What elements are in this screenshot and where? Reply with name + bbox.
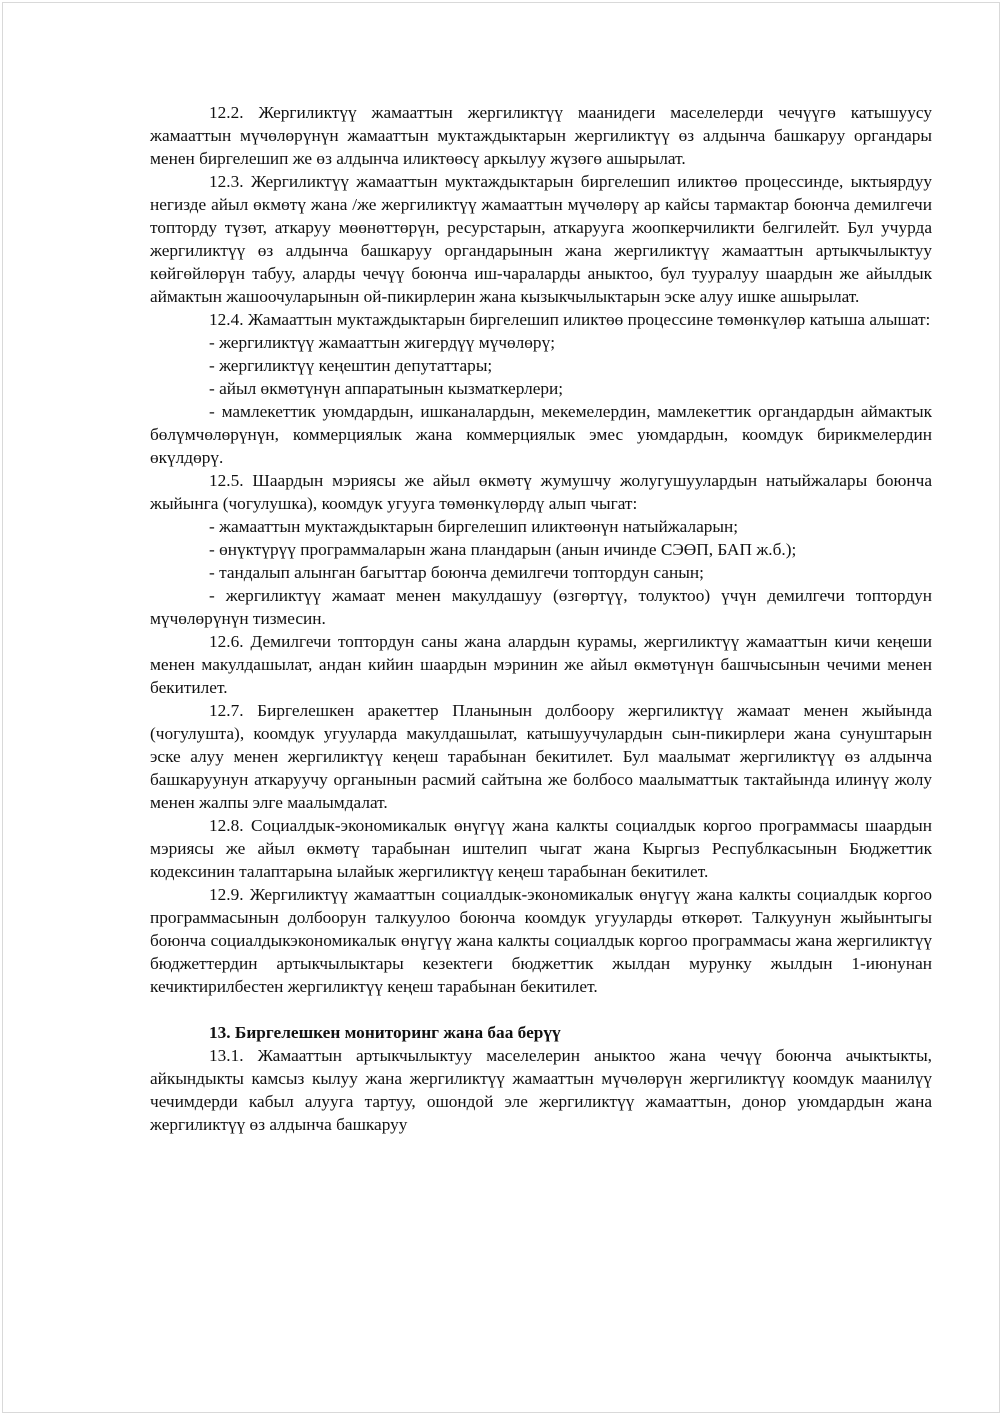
list-item: - тандалып алынган багыттар боюнча демилгечи топтордун санын; bbox=[209, 563, 704, 582]
list-item: - өнүктүрүү программаларын жана пландарын (анын ичинде СЭӨП, БАП ж.б.); bbox=[209, 540, 797, 559]
paragraph-13-1: 13.1. Жамааттын артыкчылыктуу маселелерин аныктоо жана чечүү боюнча ачыктыкты, айкындыкты камсыз кылуу жана жергиликтүү жамааттын мүчөлөрүн жергиликтүү коомдук маанилүү чечимдерди кабыл алууга тартуу, ошондой эле жергиликтүү жамааттын, донор уюмдардын жана жергиликтүү өз алдынча башкаруу bbox=[150, 1046, 932, 1134]
paragraph-12-4: 12.4. Жамааттын муктаждыктарын биргелешип иликтөө процессине төмөнкүлөр катыша алышат: bbox=[209, 310, 931, 329]
list-item: - жергиликтүү кеңештин депутаттары; bbox=[209, 356, 493, 375]
document-page bbox=[2, 2, 1000, 1413]
list-item: - мамлекеттик уюмдардын, ишканалардын, мекемелердин, мамлекеттик органдардын аймактык бөлүмчөлөрүнүн, коммерциялык жана коммерциялык эмес уюмдардын, коомдук бирикмелердин өкүлдөрү. bbox=[150, 402, 932, 467]
paragraph-12-9: 12.9. Жергиликтүү жамааттын социалдык-экономикалык өнүгүү жана калкты социалдык коргоо программасынын долбоорун талкуулоо боюнча коомдук угууларды өткөрөт. Талкуунун жыйынтыгы боюнча социалдыкэкономикалык өнүгүү жана калкты социалдык коргоо программасы жана жергиликтүү бюджеттердин артыкчылыктары кезектеги бюджеттик жылдан мурунку жылдын 1-июнунан кечиктирилбестен жергиликтүү кеңеш тарабынан бекитилет. bbox=[150, 885, 932, 996]
paragraph-12-8: 12.8. Социалдык-экономикалык өнүгүү жана калкты социалдык коргоо программасы шаардын мэриясы же айыл өкмөтү тарабынан иштелип чыгат жана Кыргыз Республкасынын Бюджеттик кодексинин талаптарына ылайык жергиликтүү кеңеш тарабынан бекитилет. bbox=[150, 816, 932, 881]
section-heading-13: 13. Биргелешкен мониторинг жана баа берүү bbox=[209, 1023, 561, 1042]
list-item: - жергиликтүү жамааттын жигердүү мүчөлөрү; bbox=[209, 333, 556, 352]
paragraph-12-5: 12.5. Шаардын мэриясы же айыл өкмөтү жумушчу жолугушуулардын натыйжалары боюнча жыйынга (чогулушка), коомдук угууга төмөнкүлөрдү алып чыгат: bbox=[150, 471, 932, 513]
paragraph-12-2: 12.2. Жергиликтүү жамааттын жергиликтүү маанидеги маселелерди чечүүгө катышуусу жамааттын мүчөлөрүнүн жамааттын муктаждыктарын жергиликтүү өз алдынча башкаруу органдары менен биргелешип же өз алдынча иликтөөсү аркылуу жүзөгө ашырылат. bbox=[150, 103, 932, 168]
paragraph-12-6: 12.6. Демилгечи топтордун саны жана алардын курамы, жергиликтүү жамааттын кичи кеңеши менен макулдашылат, андан кийин шаардын мэринин же айыл өкмөтүнүн башчысынын чечими менен бекитилет. bbox=[150, 632, 932, 697]
paragraph-12-7: 12.7. Биргелешкен аракеттер Планынын долбоору жергиликтүү жамаат менен жыйында (чогулушта), коомдук угууларда макулдашылат, катышуучулардын сын-пикирлери жана сунуштарын эске алуу менен жергиликтүү кеңеш тарабынан бекитилет. Бул маалымат жергиликтүү өз алдынча башкаруунун аткаруучу органынын расмий сайтына же болбосо маалыматтык тактайында илинүү жолу менен жалпы элге маалымдалат. bbox=[150, 701, 932, 812]
document-body bbox=[150, 101, 932, 1136]
list-item: - жамааттын муктаждыктарын биргелешип иликтөөнүн натыйжаларын; bbox=[209, 517, 739, 536]
list-item: - жергиликтүү жамаат менен макулдашуу (өзгөртүү, толуктоо) үчүн демилгечи топтордун мүчөлөрүнүн тизмесин. bbox=[150, 586, 932, 628]
list-item: - айыл өкмөтүнүн аппаратынын кызматкерлери; bbox=[209, 379, 564, 398]
paragraph-12-3: 12.3. Жергиликтүү жамааттын муктаждыктарын биргелешип иликтөө процессинде, ыктыярдуу негизде айыл өкмөтү жана /же жергиликтүү жамааттын мүчөлөрү ар кайсы тармактар боюнча демилгечи топторду түзөт, аткаруу мөөнөттөрүн, ресурстарын, аткарууга жоопкерчиликти белгилейт. Бул учурда жергиликтүү өз алдынча башкаруу органдарынын жана жергиликтүү жамааттын артыкчылыктуу көйгөйлөрүн табуу, аларды чечүү боюнча иш-чараларды аныктоо, бул тууралуу шаардын же айылдык аймактын жашоочуларынын ой-пикирлерин жана кызыкчылыктарын эске алуу ишке ашырылат. bbox=[150, 172, 932, 306]
